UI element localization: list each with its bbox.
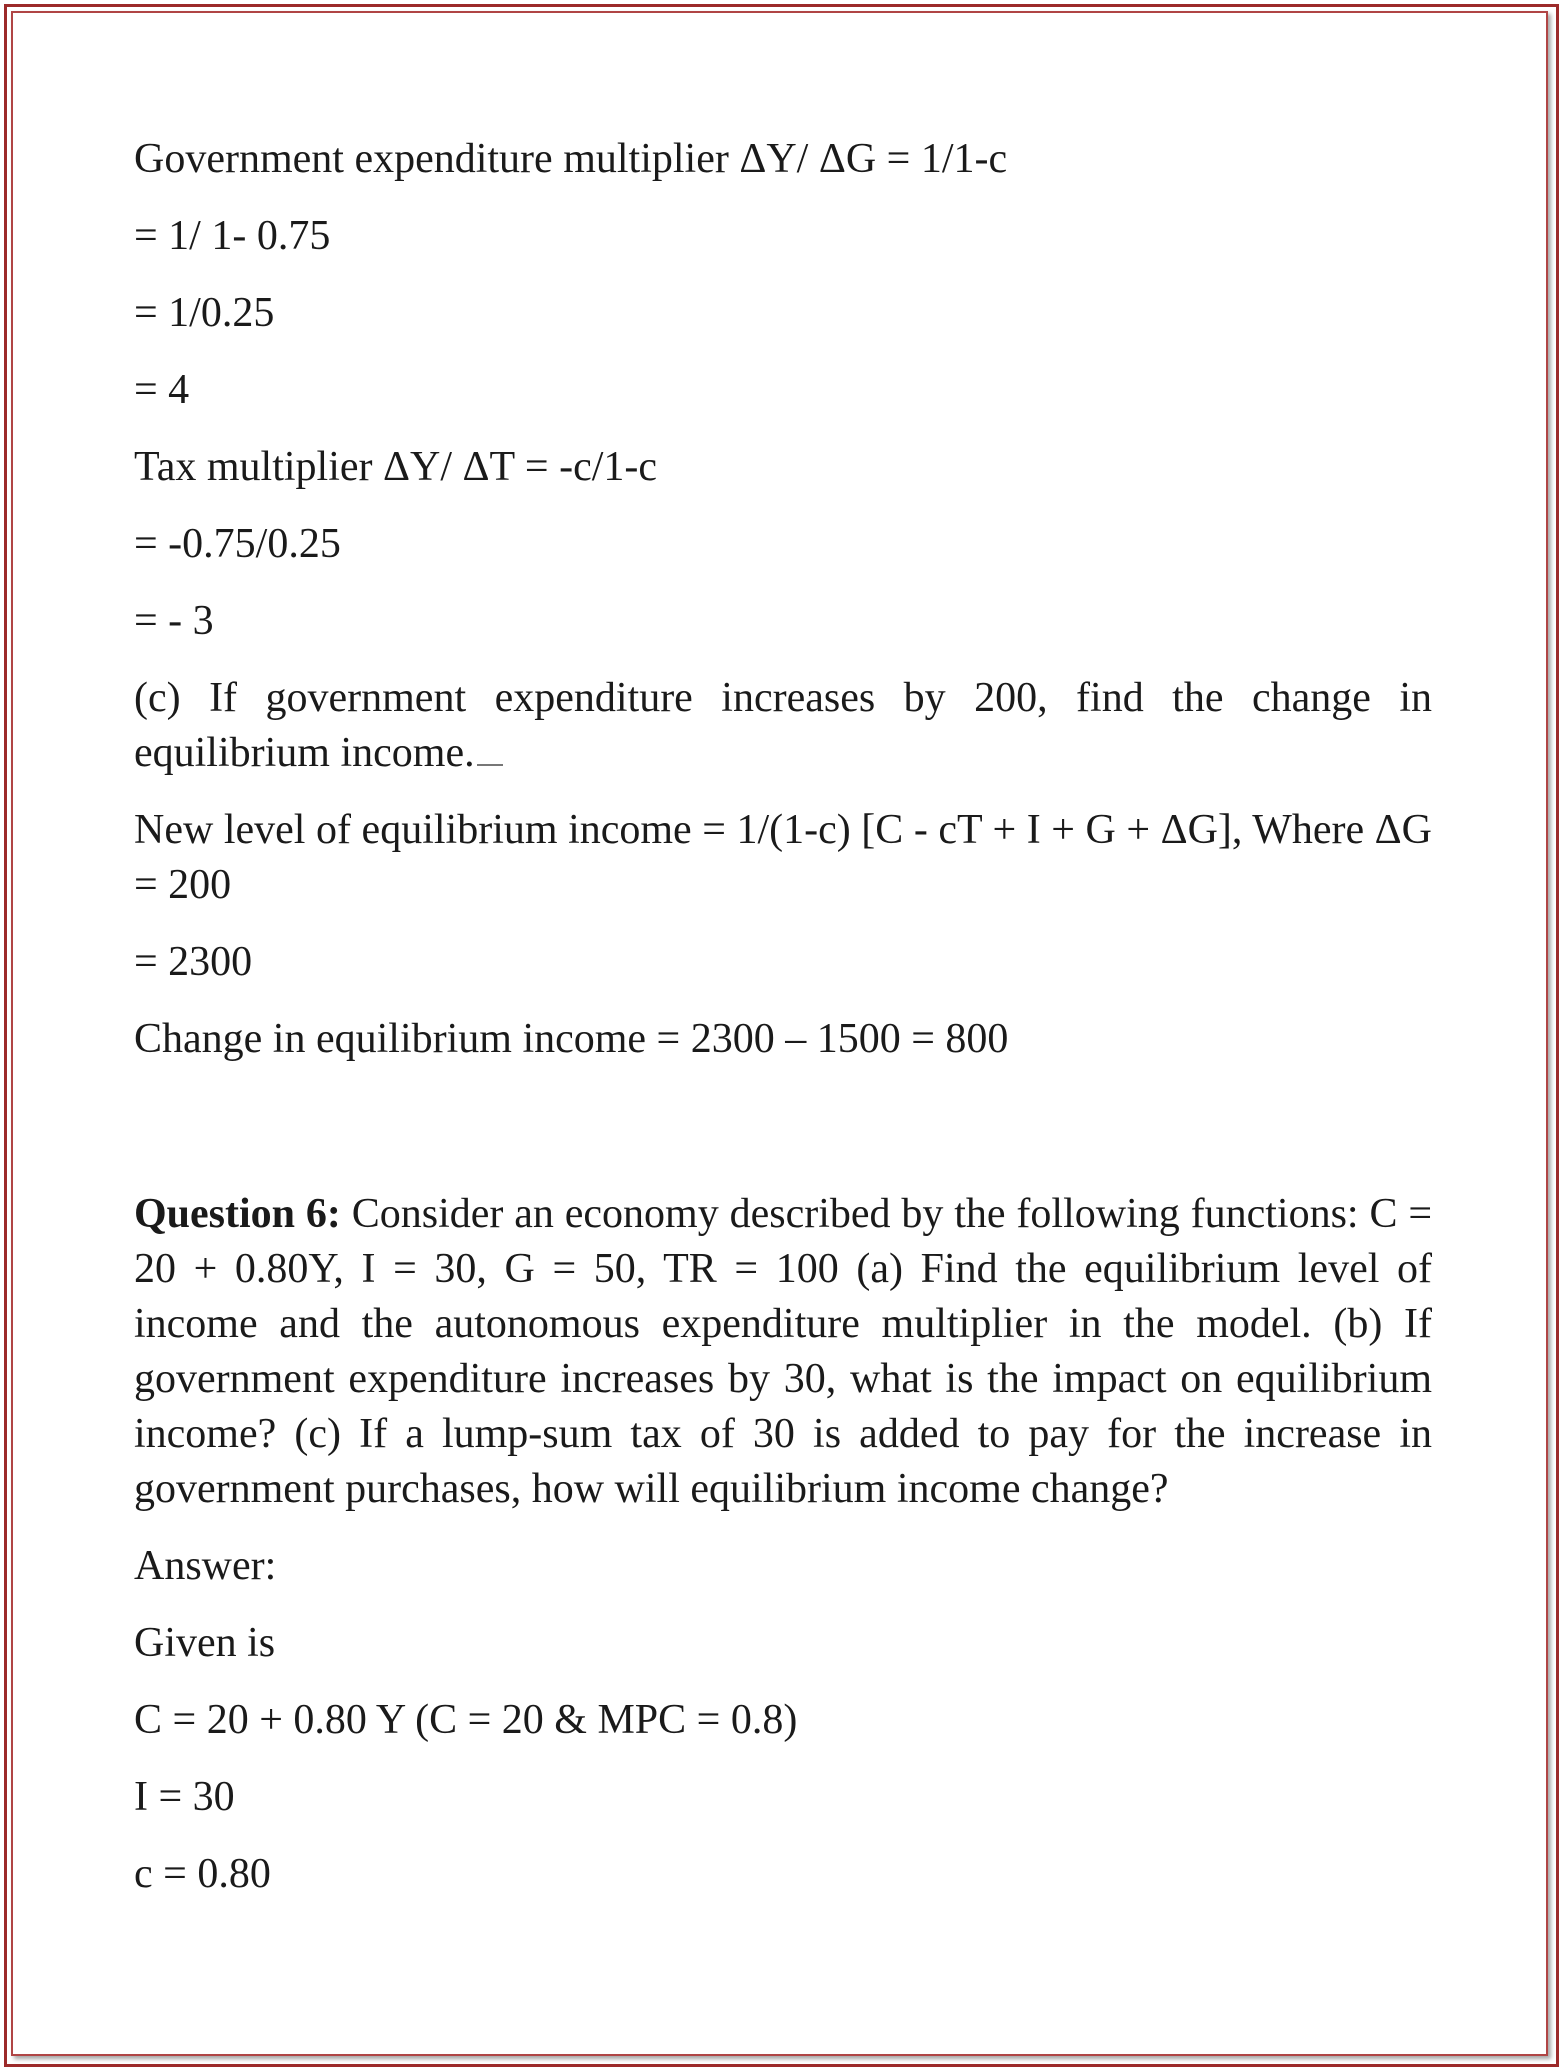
mpc-value: c = 0.80 <box>134 1851 271 1897</box>
part-c-question-text: (c) If government expenditure increases by 200, find the change in equilibrium income. <box>134 675 1432 776</box>
question-6-text: Consider an economy described by the following functions: C = 20 + 0.80Y, I = 30, G = 50, TR = 100 (a) Find the equilibrium level of income and the autonomous expenditure multiplier in the model. (b) If government expenditure increases by 30, what is the impact on equilibrium income? (c) If a lump-sum tax of 30 is added to pay for the increase in government purchases, how will equilibrium income change? <box>134 1191 1433 1512</box>
part-c-new-level: New level of equilibrium income = 1/(1-c) [C - cT + I + G + ΔG], Where ΔG = 200 <box>134 807 1432 908</box>
answer-label: Answer: <box>134 1543 277 1589</box>
consumption-equation: C = 20 + 0.80 Y (C = 20 & MPC = 0.8) <box>134 1697 798 1743</box>
gov-step-1: = 1/ 1- 0.75 <box>134 213 331 259</box>
given-label: Given is <box>134 1620 276 1666</box>
tax-multiplier-line: Tax multiplier ΔY/ ΔT = -c/1-c <box>134 444 658 490</box>
document-body <box>134 132 1432 1924</box>
gov-multiplier-line: Government expenditure multiplier ΔY/ ΔG = 1/1-c <box>134 136 1008 182</box>
question-6-label: Question 6: <box>134 1191 341 1237</box>
stray-underline-mark <box>477 764 503 766</box>
tax-step-2: = - 3 <box>134 598 214 644</box>
gov-step-2: = 1/0.25 <box>134 290 275 336</box>
gov-step-3: = 4 <box>134 367 190 413</box>
section-spacer <box>134 1089 1432 1187</box>
investment-value: I = 30 <box>134 1774 235 1820</box>
question-6-paragraph <box>134 1187 1432 1517</box>
part-c-change: Change in equilibrium income = 2300 – 1500 = 800 <box>134 1016 1009 1062</box>
part-c-question <box>134 671 1432 781</box>
part-c-result: = 2300 <box>134 939 253 985</box>
tax-step-1: = -0.75/0.25 <box>134 521 341 567</box>
